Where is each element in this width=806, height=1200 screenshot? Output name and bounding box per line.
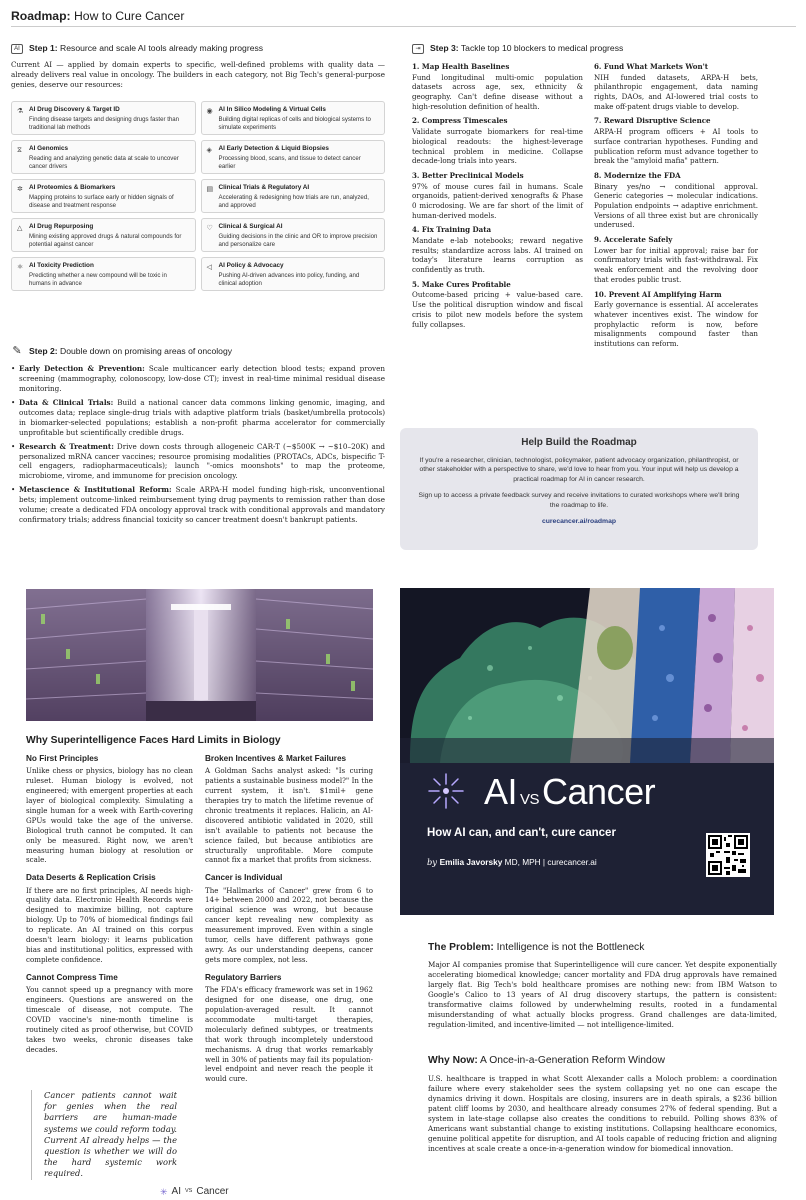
card-title: AI Toxicity Prediction: [29, 262, 94, 269]
clipboard-icon: ▤: [206, 185, 214, 193]
page-title: [11, 8, 184, 25]
card-title: AI Drug Discovery & Target ID: [29, 106, 120, 113]
blocker-item: 4. Fix Training Data Mandate e-lab notebooks; reward negative results; standardize across labs. AI trained on today's literature learns corruption as confidently as truth.: [412, 225, 583, 275]
step3-label: Step 3:: [430, 43, 459, 53]
card-title: AI In Silico Modeling & Virtual Cells: [218, 106, 326, 113]
heart-icon: ♡: [206, 224, 213, 232]
limit-item: No First Principles Unlike chess or physics, biology has no clean ruleset. Human biology is evolved, not engineered; with emergent properties at each layer of biological complexity. Simulating a single human for a week with Earth-covering GPUs would take the age of the universe. Biological truth cannot be computed. It can only be measured. Right now, we aren't measuring human biology at resolution or scale.: [26, 754, 193, 865]
card-desc: Pushing AI-driven advances into policy, funding, and clinical adoption: [218, 271, 360, 287]
card-desc: Predicting whether a new compound will be toxic in humans in advance: [29, 271, 167, 287]
blocker-item: 5. Make Cures Profitable Outcome-based pricing + value-based care. Use the political disruption window and fiscal crisis to pilot new models before the system fully collapses.: [412, 279, 583, 329]
blocker-item: 6. Fund What Markets Won't NIH funded datasets, ARPA-H bets, philanthropic engagement, data naming rights, DAOs, and AI-lowered trial costs to make off-patent drugs viable to develop.: [594, 62, 758, 111]
cover-byline: by Emilia Javorsky MD, MPH | curecancer.ai: [427, 857, 597, 867]
card-title: AI Genomics: [29, 145, 69, 152]
card-title: Clinical Trials & Regulatory AI: [218, 184, 310, 191]
blockers-right-col: [594, 62, 758, 354]
molecule-icon: ⚛: [17, 263, 24, 271]
whynow-text: U.S. healthcare is trapped in what Scott Alexander calls a Moloch problem: a coordination failure where every stakeholder sees the system collapsing yet no one can escape the dynamics driving it down. Hospitals are closing, insurers are in death spirals, a $236 billion patent cliff looms by 2030, and healthcare already consumes 27% of federal spending. But a system in late-stage collapse also creates the conditions to rebuild. Polling shows 83% of Americans want substantial change to existing institutions. Collapsing healthcare economics, genuine political appetite for disruption, and AI tools capable of reducing friction and aligning incentives at scale create a once-in-a-generation window for biomedical innovation.: [428, 1074, 777, 1153]
card-desc: Accelerating & redesigning how trials are run, analyzed, and approved: [218, 193, 369, 209]
step2-heading: [11, 346, 232, 358]
book-cover: [400, 588, 774, 915]
lab-robot-illustration: [26, 589, 373, 721]
card-title: AI Drug Repurposing: [29, 223, 94, 230]
blocker-item: 2. Compress Timescales Validate surrogate biomarkers for real-time biological readouts: the highest-leverage technical problem in medicine. Collapse decade-long trials into years.: [412, 116, 583, 166]
step2-list: [11, 364, 385, 529]
tool-card: [11, 218, 196, 252]
card-desc: Building digital replicas of cells and biological systems to simulate experiments: [218, 115, 371, 131]
card-desc: Finding disease targets and designing drugs faster than traditional lab methods: [29, 115, 180, 131]
card-desc: Mining existing approved drugs & natural compounds for potential against cancer: [29, 232, 182, 248]
step1-label: Step 1:: [29, 43, 58, 53]
roadmap-link[interactable]: curecancer.ai/roadmap: [541, 517, 617, 525]
card-desc: Guiding decisions in the clinic and OR to improve precision and personalize care: [218, 232, 378, 248]
step3-heading: [412, 43, 623, 55]
card-desc: Processing blood, scans, and tissue to detect cancer earlier: [218, 154, 361, 170]
limit-item: Cannot Compress Time You cannot speed up a pregnancy with more engineers. Questions are answered on the timescale of disease, not compute. The COVID vaccine's nine-month timeline is routinely cited as proof otherwise, but COVID takes two weeks, chronic diseases take decades.: [26, 972, 193, 1054]
pull-quote: Cancer patients cannot wait for genies when the real barriers are human-made systems we could reform today. Current AI already helps — the question is whether we will do the hard systemic work required.: [31, 1090, 177, 1180]
step1-heading-text: Resource and scale AI tools already making progress: [60, 43, 264, 53]
warning-icon: △: [17, 224, 23, 232]
step1-intro: Current AI — applied by domain experts to specific, well-defined problems with quality data — already delivers real value in oncology. The builders in each category, not Big Tech's general-purpose genies, deserve our resources:: [11, 60, 385, 89]
limits-heading: Why Superintelligence Faces Hard Limits in Biology: [26, 735, 281, 746]
limit-item: Regulatory Barriers The FDA's efficacy framework was set in 1962 designed for one disease, one drug, one population-averaged result. It cannot accommodate multi-target therapies, molecularly defined subtypes, or treatments that work through incompletely understood mechanisms. A drug that works remarkably well in 30% of patients may fail its population-level endpoint and never reach the people it would cure.: [205, 972, 373, 1084]
lab-photo: [26, 589, 373, 721]
card-desc: Reading and analyzing genetic data at scale to uncover cancer drivers: [29, 154, 179, 170]
cover-subtitle: How AI can, and can't, cure cancer: [427, 827, 616, 839]
tool-card: [201, 101, 386, 135]
help-paragraph: If you're a researcher, clinician, technologist, policymaker, patient advocacy organization, philanthropist, or other stakeholder with a perspective to share, we'd love to hear from you. Your input will help us develop a practical roadmap for AI in cancer research.: [419, 456, 739, 484]
help-title: Help Build the Roadmap: [521, 437, 637, 448]
blocker-item: 8. Modernize the FDA Binary yes/no → conditional approval. Generic categories → molecular indications. Population endpoints → adaptive enrichment. Versions of all three exist but are chronically underused.: [594, 170, 758, 230]
limits-left-col: [26, 753, 193, 1055]
limit-item: Broken Incentives & Market Failures A Goldman Sachs analyst asked: "Is curing patients a sustainable business model?" In the current system, it isn't. $1mil+ gene therapies try to match the lifetime revenue of chronic treatments it replaces. Halicin, an AI-discovered antibiotic validated in 2020, still isn't available to patients not because the science failed, but because antibiotics are structurally unprofitable. More compute cannot fix a market that profits from sickness.: [205, 754, 373, 865]
list-item: • Research & Treatment: Drive down costs through allogeneic CAR-T (~$500K → ~$10–20K) and personalized mRNA cancer vaccines; resource promising modalities (PROTACs, ADCs, bispecific T-cell engagers, radiopharmaceuticals); launch "-omics moonshots" to map the proteome, microbiome, virome, and immunome for precision oncology.: [11, 442, 385, 482]
title-divider: [11, 26, 796, 27]
tool-card: [11, 257, 196, 291]
help-build-roadmap-box: [400, 428, 758, 550]
flask-icon: ⚗: [17, 107, 24, 115]
droplet-icon: ◈: [206, 146, 212, 154]
list-item: • Data & Clinical Trials: Build a national cancer data commons linking genomic, imaging, and outcomes data; replace single-drug trials with adaptive platform trials (basket/umbrella protocols) in biomarker-selected populations; establish a non-profit pharma accelerator for commercially unprofitable but scientifically credible drugs.: [11, 398, 385, 438]
ai-chip-icon: AI: [11, 44, 23, 54]
card-title: AI Early Detection & Liquid Biopsies: [218, 145, 329, 152]
step2-heading-text: Double down on promising areas of oncology: [60, 346, 233, 356]
pencil-icon: ✎: [12, 345, 22, 358]
microscopy-collage: [400, 588, 774, 763]
title-rest: How to Cure Cancer: [73, 9, 185, 23]
whynow-heading: Why Now: A Once-in-a-Generation Reform Window: [428, 1055, 665, 1066]
blocker-item: 1. Map Health Baselines Fund longitudinal multi-omic population datasets across age, sex, ethnicity & geography. Can't define disease without a high-resolution definition of health.: [412, 62, 583, 111]
tool-card: [201, 218, 386, 252]
blocker-item: 3. Better Preclinical Models 97% of mouse cures fail in humans. Scale organoids, patient-derived xenografts & Phase 0 microdosing. We are far short of the limit of human-derived models.: [412, 170, 583, 220]
card-title: Clinical & Surgical AI: [218, 223, 283, 230]
blocker-item: 7. Reward Disruptive Science ARPA-H program officers + AI tools to surface contrarian hypotheses. Funding and publication reform must advance together to break the "amyloid mafia" pattern.: [594, 116, 758, 166]
forward-icon: ⇥: [412, 44, 424, 54]
tool-card: [11, 101, 196, 135]
tool-card: [11, 179, 196, 213]
blocker-item: 9. Accelerate Safely Lower bar for initial approval; raise bar for confirmatory trials with fast-withdrawal. Fix weak enforcement and the revolving door that erodes public trust.: [594, 235, 758, 284]
dna-icon: ⧖: [17, 146, 22, 154]
card-title: AI Policy & Advocacy: [218, 262, 284, 269]
megaphone-icon: ◁: [206, 263, 212, 271]
tool-card: [201, 257, 386, 291]
help-paragraph: Sign up to access a private feedback survey and receive invitations to curated workshops where we'll bring the roadmap to life.: [418, 492, 740, 509]
card-title: AI Proteomics & Biomarkers: [29, 184, 116, 191]
title-bold: Roadmap:: [11, 9, 71, 23]
limit-item: Data Deserts & Replication Crisis If there are no first principles, AI needs high-quality data. Electronic Health Records were designed to maximize billing, not capture biology. Up to 70% of biomedical findings fail to replicate. An AI trained on this corpus doesn't learn biology: it learns publication bias and institutional politics, expressed with complete confidence.: [26, 873, 193, 964]
starburst-icon: ✳: [160, 1186, 168, 1197]
list-item: • Early Detection & Prevention: Scale multicancer early detection blood tests; expand proven screening (mammography, colonoscopy, low-dose CT); invest in real-time minimal residual disease monitoring.: [11, 364, 385, 394]
tool-card: [201, 179, 386, 213]
tool-card: [11, 140, 196, 174]
cover-title: AI VSCancer: [484, 771, 656, 812]
step1-heading: [11, 43, 263, 55]
list-item: • Metascience & Institutional Reform: Scale ARPA-H model funding high-risk, unconventional bets; implement outcome-linked reimbursement tying drug payments to remission rather than dose volume; create a dedicated FDA oncology approval track with conditional approvals and mandatory confirmatory trials; address financial toxicity so cancer treatment doesn't bankrupt patients.: [11, 485, 385, 525]
problem-heading: The Problem: Intelligence is not the Bottleneck: [428, 942, 645, 953]
starburst-icon: [426, 771, 466, 811]
footer-logo: ✳ AI VS Cancer: [160, 1186, 229, 1197]
qr-code[interactable]: [706, 833, 750, 877]
protein-icon: ✲: [17, 185, 23, 193]
problem-text: Major AI companies promise that Superintelligence will cure cancer. Yet despite exponentially accelerating biomedical knowledge; cancer mortality and FDA drug approvals have remained largely flat. Big Tech's bold healthcare promises are nothing new: from IBM Watson to Google's Calico to 13 years of AI drug discovery startups, the pattern is consistent: transformative claims followed by underwhelming results, rooted in a fundamental misunderstanding of what actually blocks progress. Grand challenges are data-limited, regulation-limited, and incentive-limited — not intelligence-limited.: [428, 960, 777, 1029]
step2-label: Step 2:: [29, 346, 58, 356]
limits-right-col: [205, 753, 373, 1084]
card-desc: Mapping proteins to surface early or hidden signals of disease and treatment response: [29, 193, 174, 209]
blockers-left-col: [412, 62, 583, 334]
cell-icon: ◉: [206, 107, 213, 115]
limit-item: Cancer is Individual The "Hallmarks of Cancer" grew from 6 to 14+ between 2000 and 2022, not because the original science was wrong, but because cancer kept revealing new complexity as measurement improved. Even within a single tumor, cells have different pathways gone awry. As our understanding deepens, cancer gets more complex, not less.: [205, 873, 373, 964]
blocker-item: 10. Prevent AI Amplifying Harm Early governance is essential. AI accelerates whatever incentives exist. The window for prophylactic reform is now, before misalignments compound faster than institutions can reform.: [594, 289, 758, 348]
ai-tools-grid: [11, 101, 385, 291]
tool-card: [201, 140, 386, 174]
step3-heading-text: Tackle top 10 blockers to medical progress: [460, 43, 624, 53]
